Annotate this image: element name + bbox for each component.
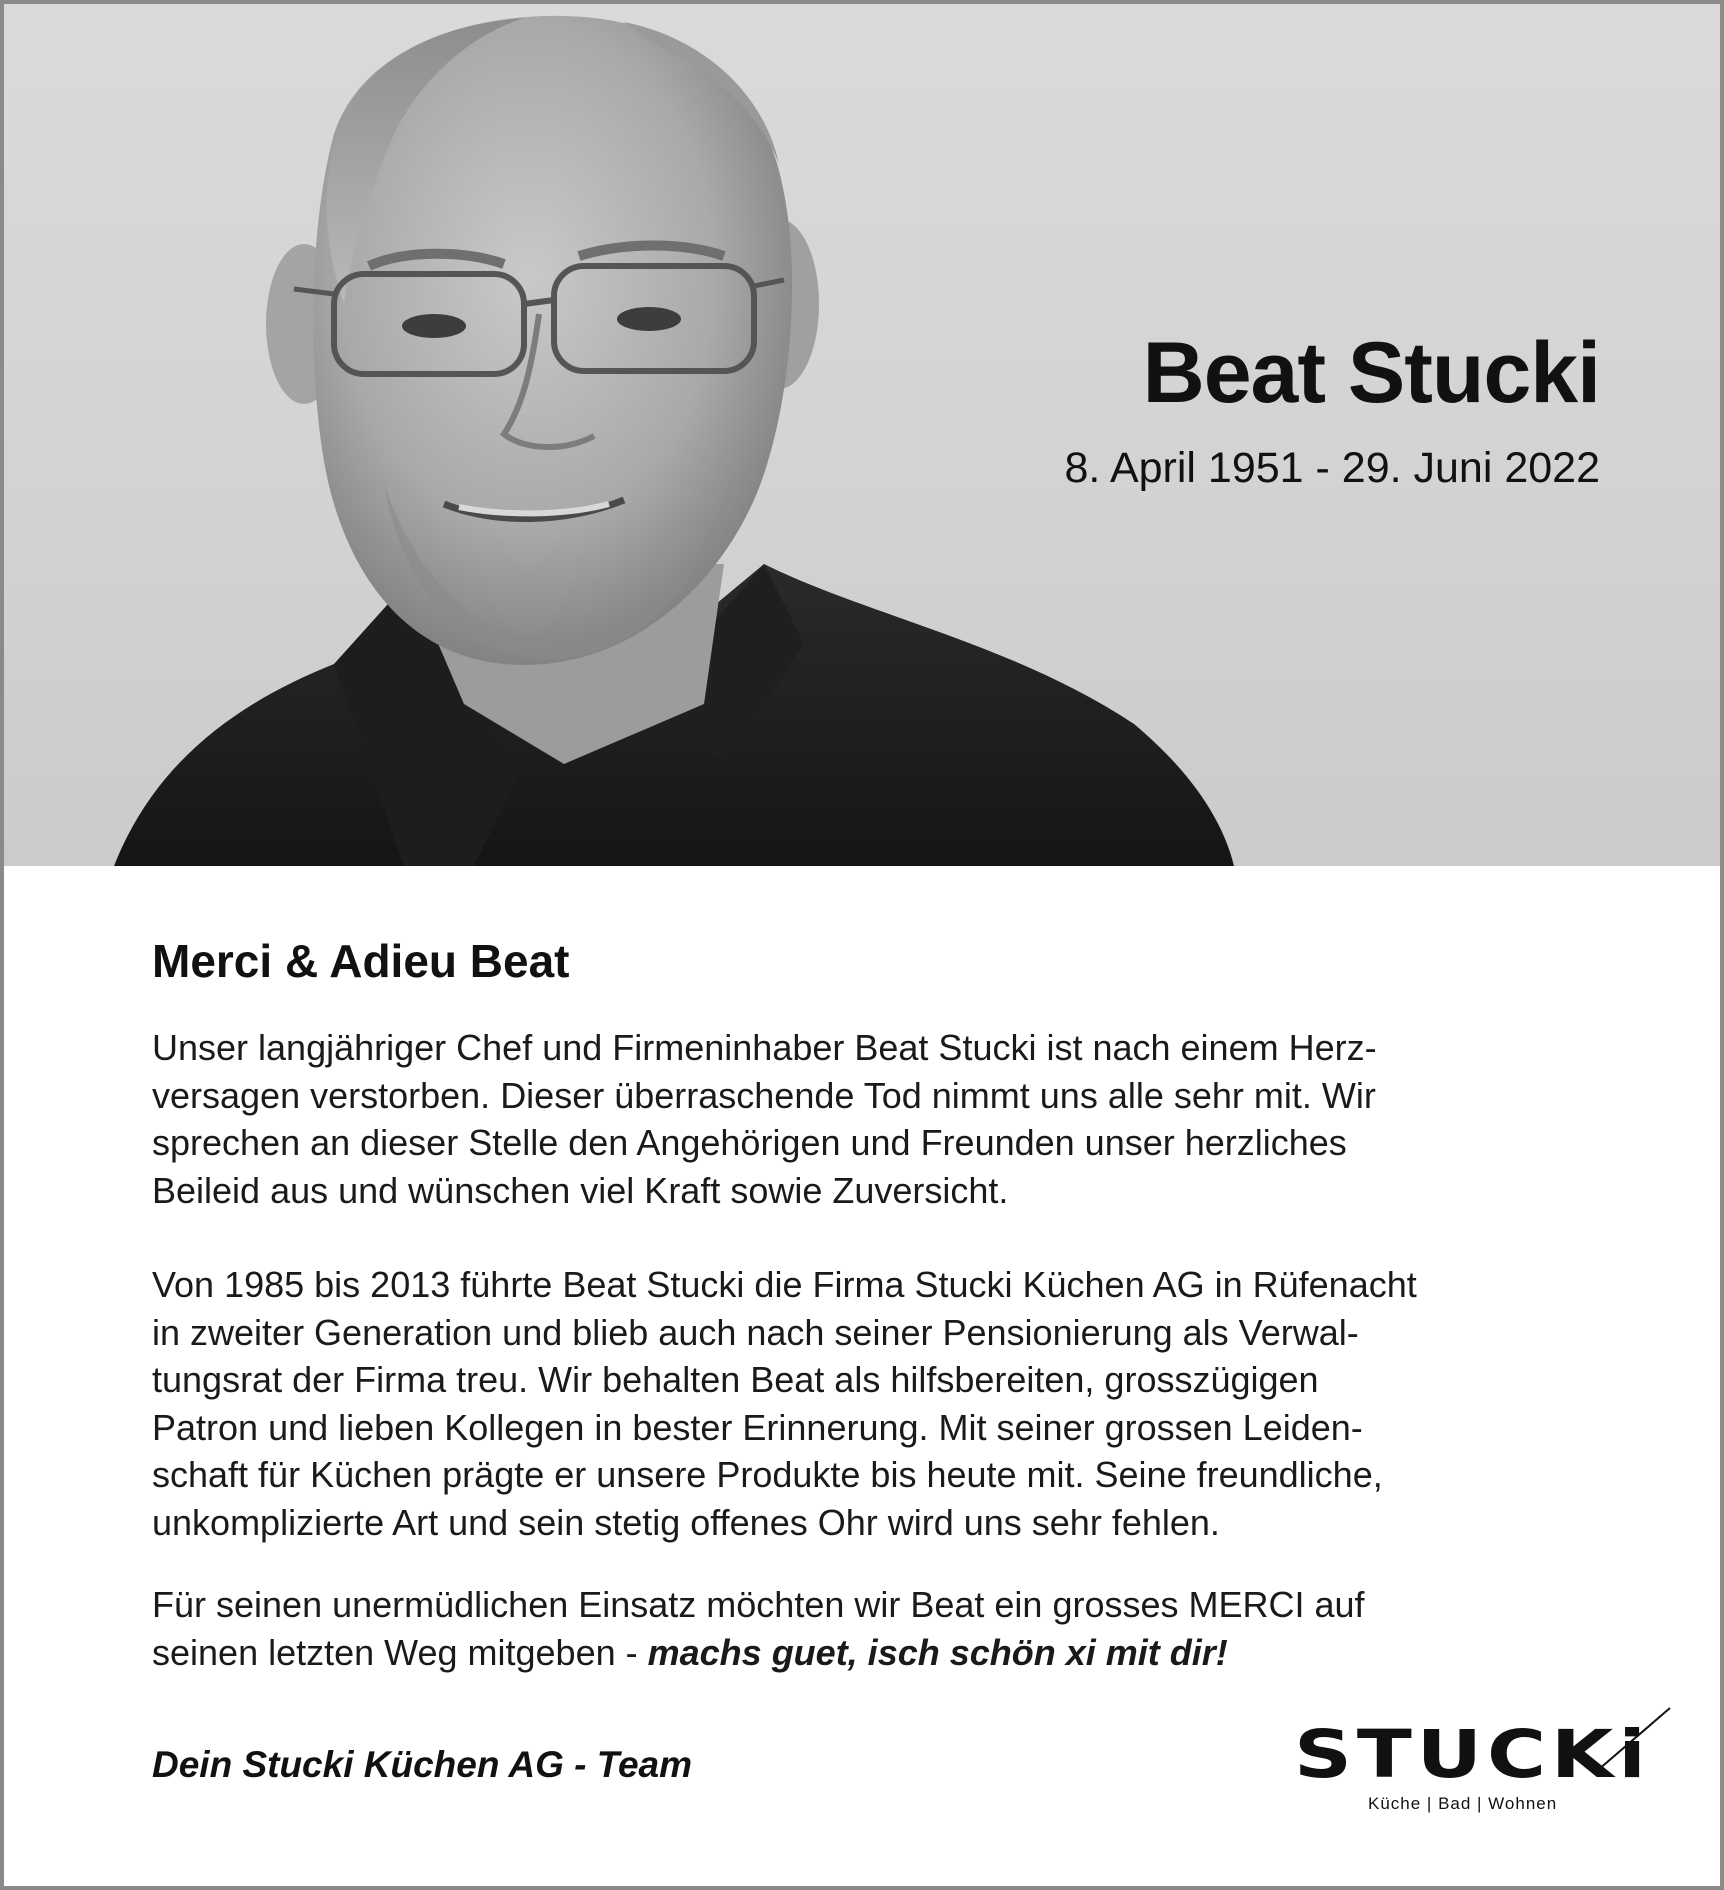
obituary-text: [152, 934, 1572, 1676]
paragraph-2: [152, 1261, 1572, 1546]
paragraph-1-line: Unser langjähriger Chef und Firmeninhaber Beat Stucki ist nach einem Herz-: [152, 1027, 1377, 1068]
signature: Dein Stucki Küchen AG - Team: [152, 1744, 693, 1785]
paragraph-3-line: seinen letzten Weg mitgeben -: [152, 1631, 648, 1673]
logo-slash-icon: [1594, 1704, 1674, 1774]
portrait-photo: [4, 4, 1720, 866]
paragraph-1-line: versagen verstorben. Dieser überraschende Tod nimmt uns alle sehr mit. Wir: [152, 1074, 1376, 1116]
paragraph-3-line: Für seinen unermüdlichen Einsatz möchten wir Beat ein grosses MERCI auf: [152, 1584, 1365, 1625]
paragraph-1: [152, 1024, 1572, 1214]
stucki-logo: [1294, 1704, 1674, 1819]
paragraph-1-line: Beileid aus und wünschen viel Kraft sowie Zuversicht.: [152, 1169, 1009, 1211]
logo-tagline: Küche | Bad | Wohnen: [1368, 1794, 1558, 1813]
paragraph-1-line: sprechen an dieser Stelle den Angehörigen und Freunden unser herzliches: [152, 1122, 1347, 1163]
life-dates: 8. April 1951 - 29. Juni 2022: [1064, 444, 1600, 492]
paragraph-2-line: unkomplizierte Art und sein stetig offenes Ohr wird uns sehr fehlen.: [152, 1501, 1220, 1543]
deceased-name: Beat Stucki: [1142, 325, 1600, 421]
portrait-banner: [4, 4, 1720, 866]
farewell-emphasis: machs guet, isch schön xi mit dir!: [647, 1631, 1228, 1673]
logo-wordmark: STUCKi: [1294, 1716, 1651, 1793]
paragraph-2-line: in zweiter Generation und blieb auch nach seiner Pensionierung als Verwal-: [152, 1311, 1359, 1353]
paragraph-2-line: tungsrat der Firma treu. Wir behalten Beat als hilfsbereiten, grosszügigen: [152, 1359, 1319, 1400]
paragraph-2-line: Patron und lieben Kollegen in bester Erinnerung. Mit seiner grossen Leiden-: [152, 1406, 1363, 1448]
paragraph-2-line: schaft für Küchen prägte er unsere Produkte bis heute mit. Seine freundliche,: [152, 1454, 1383, 1495]
obituary-heading: Merci & Adieu Beat: [152, 935, 570, 987]
paragraph-3: [152, 1581, 1572, 1676]
paragraph-2-line: Von 1985 bis 2013 führte Beat Stucki die Firma Stucki Küchen AG in Rüfenacht: [152, 1264, 1417, 1305]
